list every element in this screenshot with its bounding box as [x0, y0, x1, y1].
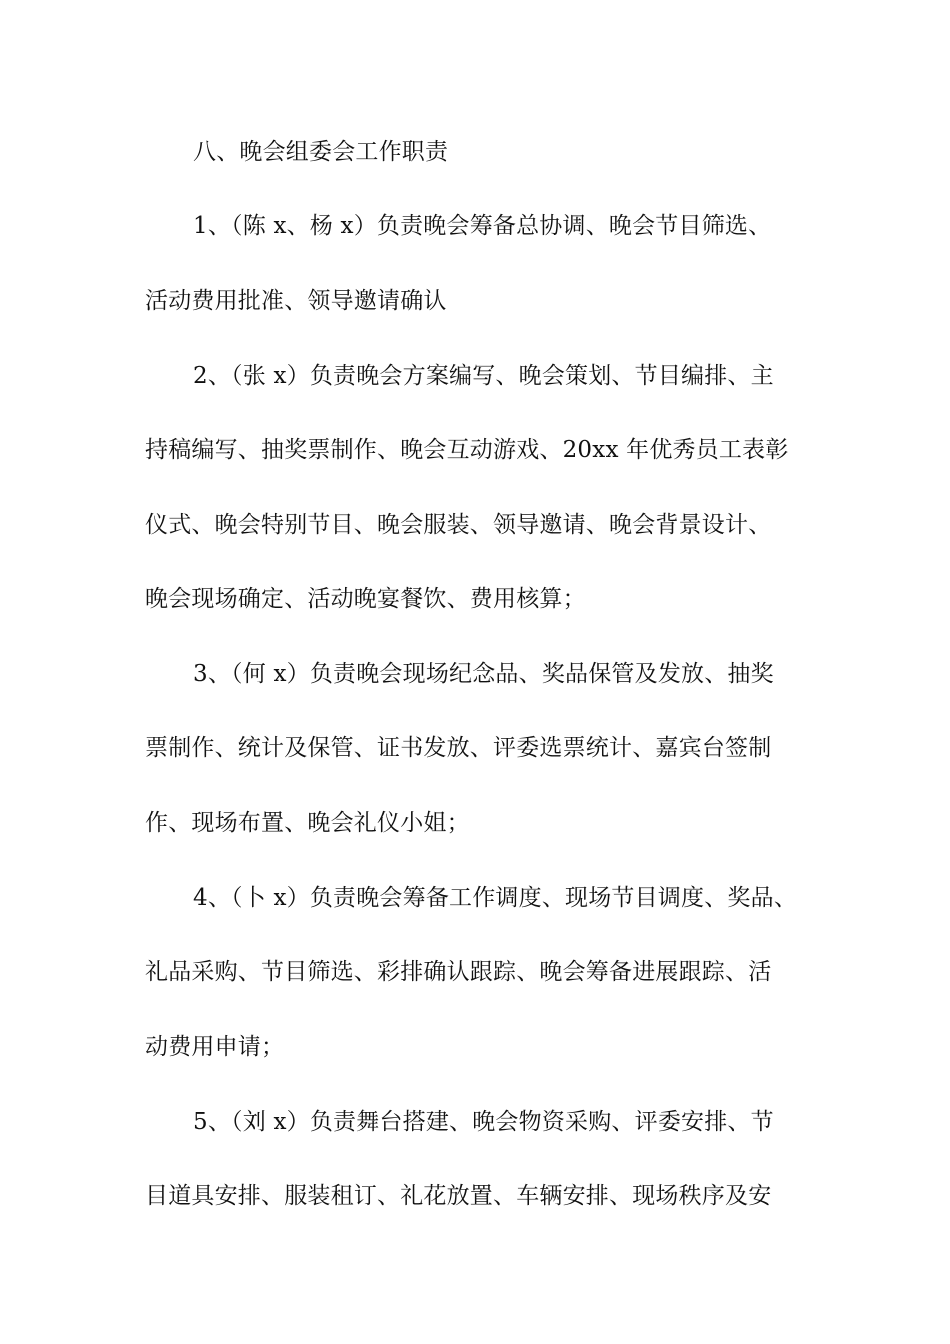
- paragraph-2-line-1: 2、（张 x）负责晚会方案编写、晚会策划、节目编排、主: [193, 363, 774, 389]
- paragraph-2-line-2: 持稿编写、抽奖票制作、晚会互动游戏、20xx 年优秀员工表彰: [145, 437, 789, 463]
- paragraph-5-line-2: 目道具安排、服装租订、礼花放置、车辆安排、现场秩序及安: [145, 1183, 772, 1209]
- paragraph-2-line-4: 晚会现场确定、活动晚宴餐饮、费用核算；: [145, 586, 586, 612]
- paragraph-3-line-1: 3、（何 x）负责晚会现场纪念品、奖品保管及发放、抽奖: [193, 661, 774, 687]
- paragraph-1-line-2: 活动费用批准、领导邀请确认: [145, 288, 447, 314]
- paragraph-3-line-3: 作、现场布置、晚会礼仪小姐；: [145, 810, 470, 836]
- paragraph-2-line-3: 仪式、晚会特别节目、晚会服装、领导邀请、晚会背景设计、: [145, 512, 772, 538]
- paragraph-4-line-1: 4、（卜 x）负责晚会筹备工作调度、现场节目调度、奖品、: [193, 885, 798, 911]
- paragraph-1-line-1: 1、（陈 x、杨 x）负责晚会筹备总协调、晚会节目筛选、: [193, 213, 772, 239]
- paragraph-3-line-2: 票制作、统计及保管、证书发放、评委选票统计、嘉宾台签制: [145, 735, 772, 761]
- paragraph-4-line-3: 动费用申请；: [145, 1034, 285, 1060]
- paragraph-5-line-1: 5、（刘 x）负责舞台搭建、晚会物资采购、评委安排、节: [193, 1109, 774, 1135]
- paragraph-4-line-2: 礼品采购、节目筛选、彩排确认跟踪、晚会筹备进展跟踪、活: [145, 959, 772, 985]
- section-heading: 八、晚会组委会工作职责: [193, 139, 449, 165]
